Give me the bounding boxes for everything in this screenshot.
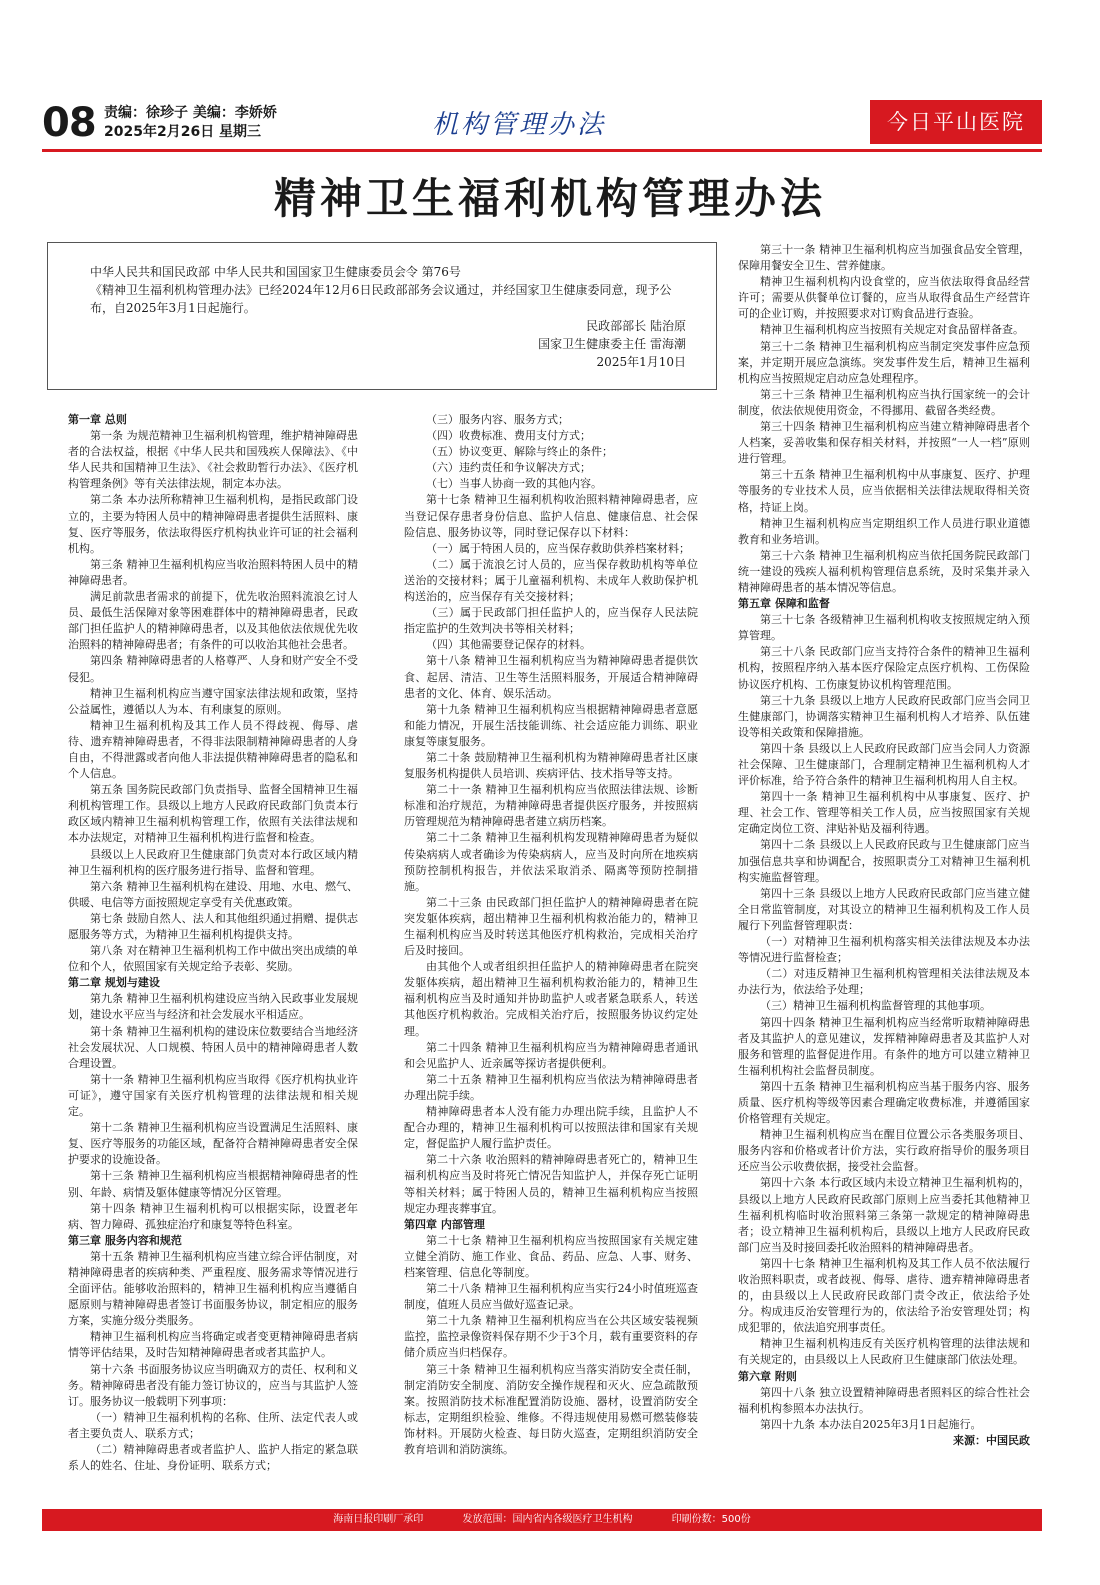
article-paragraph: 第九条 精神卫生福利机构建设应当纳入民政事业发展规划，建设水平应当与经济和社会发展水平相适应。 [68, 992, 358, 1022]
article-paragraph: （二）精神障碍患者或者监护人、监护人指定的紧急联系人的姓名、住址、身份证明、联系方式； [68, 1443, 358, 1473]
article-paragraph: 第三十四条 精神卫生福利机构应当建立精神障碍患者个人档案，妥善收集和保存相关材料，并按照“一人一档”原则进行管理。 [738, 420, 1030, 466]
masthead [42, 100, 1042, 148]
chapter-heading: 第一章 总则 [68, 413, 127, 426]
article-paragraph: 第十五条 精神卫生福利机构应当建立综合评估制度，对精神障碍患者的疾病种类、严重程度、服务需求等情况进行全面评估。能够收治照料的，精神卫生福利机构应当遵循自愿原则与精神障碍患者签订书面服务协议，制定相应的服务方案，实施分级分类服务。 [68, 1249, 358, 1328]
article-paragraph: （三）属于民政部门担任监护人的，应当保存人民法院指定监护的生效判决书等相关材料； [404, 606, 698, 636]
article-paragraph: 精神卫生福利机构应当将确定或者变更精神障碍患者病情等评估结果，及时告知精神障碍患者或者其监护人。 [68, 1330, 358, 1360]
article-paragraph: 第二十一条 精神卫生福利机构应当依照法律法规、诊断标准和治疗规范，为精神障碍患者提供医疗服务，并按照病历管理规范为精神障碍患者建立病历档案。 [404, 783, 698, 829]
decree-line: 中华人民共和国民政部 中华人民共和国国家卫生健康委员会令 第76号 [90, 265, 461, 279]
article-paragraph: 第三十八条 民政部门应当支持符合条件的精神卫生福利机构，按照程序纳入基本医疗保险定点医疗机构、工伤保险协议医疗机构、工伤康复协议机构管理范围。 [738, 645, 1030, 691]
article-paragraph: （一）属于特困人员的，应当保存救助供养档案材料； [426, 541, 690, 555]
source-credit: 来源：中国民政 [953, 1433, 1030, 1447]
article-paragraph: 第四十一条 精神卫生福利机构中从事康复、医疗、护理、社会工作、管理等相关工作人员，应当按照国家有关规定确定岗位工资、津贴补贴及福利待遇。 [738, 790, 1030, 836]
article-paragraph: 第十条 精神卫生福利机构的建设床位数要结合当地经济社会发展状况、人口规模、特困人员中的精神障碍患者人数合理设置。 [68, 1024, 358, 1070]
article-paragraph: 第十七条 精神卫生福利机构收治照料精神障碍患者，应当登记保存患者身份信息、监护人信息、健康信息、社会保险信息、服务协议等，同时登记保存以下材料： [404, 493, 698, 539]
article-paragraph: 精神障碍患者本人没有能力办理出院手续，且监护人不配合办理的，精神卫生福利机构可以按照法律和国家有关规定，督促监护人履行监护责任。 [404, 1105, 698, 1151]
decree-notice [47, 242, 717, 390]
article-paragraph: （一）精神卫生福利机构的名称、住所、法定代表人或者主要负责人、联系方式； [68, 1410, 358, 1440]
article-paragraph: （二）属于流浪乞讨人员的，应当保存救助机构等单位送治的交接材料；属于儿童福利机构、未成年人救助保护机构送治的，应当保存有关交接材料； [404, 557, 698, 604]
article-paragraph: （七）当事人协商一致的其他内容。 [426, 477, 602, 491]
article-paragraph: 精神卫生福利机构应当定期组织工作人员进行职业道德教育和业务培训。 [738, 516, 1030, 546]
article-paragraph: 第四十五条 精神卫生福利机构应当基于服务内容、服务质量、医疗机构等级等因素合理确定收费标准，并遵循国家价格管理有关规定。 [738, 1079, 1030, 1126]
article-paragraph: 由其他个人或者组织担任监护人的精神障碍患者在院突发躯体疾病，超出精神卫生福利机构救治能力的，精神卫生福利机构应当及时通知并协助监护人或者紧急联系人，转送其他医疗机构救治。完成相关治疗后，按照服务协议约定处理。 [404, 960, 698, 1038]
article-paragraph: 第三条 精神卫生福利机构应当收治照料特困人员中的精神障碍患者。 [68, 557, 358, 587]
article-paragraph: 精神卫生福利机构及其工作人员不得歧视、侮辱、虐待、遗弃精神障碍患者，不得非法限制精神障碍患者的人身自由，不得泄露或者向他人非法提供精神障碍患者的隐私和个人信息。 [68, 718, 358, 781]
article-paragraph: （四）收费标准、费用支付方式； [426, 429, 591, 443]
article-paragraph: 第三十九条 县级以上地方人民政府民政部门应当会同卫生健康部门，协调落实精神卫生福利机构人才培养、队伍建设等相关政策和保障措施。 [738, 693, 1030, 739]
article-paragraph: 第四十七条 精神卫生福利机构及其工作人员不依法履行收治照料职责，或者歧视、侮辱、虐待、遗弃精神障碍患者的，由县级以上人民政府民政部门责令改正，依法给予处分。构成违反治安管理行为的，依法给予治安管理处罚；构成犯罪的，依法追究刑事责任。 [738, 1256, 1030, 1335]
article-paragraph: 第三十三条 精神卫生福利机构应当执行国家统一的会计制度，依法依规使用资金，不得挪用、截留各类经费。 [738, 387, 1030, 417]
article-paragraph: 满足前款患者需求的前提下，优先收治照料流浪乞讨人员、最低生活保障对象等困难群体中的精神障碍患者，民政部门担任监护人的精神障碍患者，以及其他依法依规优先收治照料的精神障碍患者；有条件的可以收治其他社会患者。 [68, 590, 358, 652]
article-paragraph: 第二十九条 精神卫生福利机构应当在公共区域安装视频监控，监控录像资料保存期不少于3个月，载有重要资料的存储介质应当归档保存。 [404, 1314, 698, 1360]
article-paragraph: 第八条 对在精神卫生福利机构工作中做出突出成绩的单位和个人，依照国家有关规定给予表彰、奖励。 [68, 944, 358, 974]
article-paragraph: 第四十八条 独立设置精神障碍患者照料区的综合性社会福利机构参照本办法执行。 [738, 1385, 1030, 1415]
chapter-heading: 第四章 内部管理 [404, 1217, 485, 1231]
article-paragraph: 第一条 为规范精神卫生福利机构管理，维护精神障碍患者的合法权益，根据《中华人民共和国残疾人保障法》、《中华人民共和国精神卫生法》、《社会救助暂行办法》、《医疗机构管理条例》等有关法律法规，制定本办法。 [68, 429, 358, 491]
article-paragraph: 第二十七条 精神卫生福利机构应当按照国家有关规定建立健全消防、施工作业、食品、药品、应急、人事、财务、档案管理、信息化等制度。 [404, 1233, 698, 1279]
article-paragraph: 第六条 精神卫生福利机构在建设、用地、水电、燃气、供暖、电信等方面按照规定享受有关优惠政策。 [68, 879, 358, 909]
article-paragraph: 第二十二条 精神卫生福利机构发现精神障碍患者为疑似传染病病人或者确诊为传染病病人，应当及时向所在地疾病预防控制机构报告，并依法采取消杀、隔离等预防控制措施。 [404, 831, 698, 893]
article-paragraph: （四）其他需要登记保存的材料。 [426, 638, 591, 652]
article-paragraph: 第三十一条 精神卫生福利机构应当加强食品安全管理，保障用餐安全卫生、营养健康。 [738, 243, 1030, 273]
article-paragraph: 第四条 精神障碍患者的人格尊严、人身和财产安全不受侵犯。 [68, 654, 358, 684]
article-paragraph: （六）违约责任和争议解决方式； [426, 461, 591, 475]
article-paragraph: 第十三条 精神卫生福利机构应当根据精神障碍患者的性别、年龄、病情及躯体健康等情况分区管理。 [68, 1169, 358, 1199]
article-column-3 [738, 242, 1030, 1486]
chapter-heading: 第三章 服务内容和规范 [68, 1233, 182, 1247]
article-paragraph: 精神卫生福利机构应当按照有关规定对食品留样备查。 [760, 323, 1024, 337]
article-paragraph: 精神卫生福利机构应当在醒目位置公示各类服务项目、服务内容和价格或者计价方法，实行政府指导价的服务项目还应当公示收费依据，接受社会监督。 [738, 1128, 1030, 1174]
brand-banner: 今日平山医院 [870, 100, 1042, 144]
footer-scope: 发放范围：国内省内各级医疗卫生机构 [462, 1514, 633, 1525]
masthead-rule [42, 149, 1042, 152]
article-paragraph: 第四十三条 县级以上地方人民政府民政部门应当建立健全日常监管制度，对其设立的精神卫生福利机构及工作人员履行下列监督管理职责： [738, 886, 1030, 932]
date-line: 2025年2月26日 星期三 [104, 124, 262, 140]
article-paragraph: （三）服务内容、服务方式； [426, 413, 569, 426]
article-paragraph: 精神卫生福利机构违反有关医疗机构管理的法律法规和有关规定的，由县级以上人民政府卫生健康部门依法处理。 [738, 1337, 1030, 1367]
article-paragraph: 精神卫生福利机构应当遵守国家法律法规和政策，坚持公益属性，遵循以人为本、有利康复的原则。 [68, 686, 358, 716]
footer-copies: 印刷份数：500份 [671, 1514, 751, 1525]
chapter-heading: 第六章 附则 [738, 1369, 797, 1383]
article-paragraph: 第十八条 精神卫生福利机构应当为精神障碍患者提供饮食、起居、清洁、卫生等生活照料服务，开展适合精神障碍患者的文化、体育、娱乐活动。 [404, 654, 698, 700]
article-paragraph: 第四十九条 本办法自2025年3月1日起施行。 [760, 1417, 982, 1431]
article-paragraph: 第十二条 精神卫生福利机构应当设置满足生活照料、康复、医疗等服务的功能区域，配备符合精神障碍患者安全保护要求的设施设备。 [68, 1121, 358, 1167]
article-paragraph: 第三十六条 精神卫生福利机构应当依托国务院民政部门统一建设的残疾人福利机构管理信息系统，及时采集并录入精神障碍患者的基本情况等信息。 [738, 548, 1030, 594]
article-paragraph: 精神卫生福利机构内设食堂的，应当依法取得食品经营许可；需要从供餐单位订餐的，应当从取得食品生产经营许可的企业订购，并按照要求对订购食品进行查验。 [738, 275, 1030, 321]
article-paragraph: 第三十二条 精神卫生福利机构应当制定突发事件应急预案，并定期开展应急演练。突发事件发生后，精神卫生福利机构应当按照规定启动应急处理程序。 [738, 339, 1030, 385]
article-paragraph: 第二十五条 精神卫生福利机构应当依法为精神障碍患者办理出院手续。 [404, 1072, 698, 1102]
article-paragraph: 第三十五条 精神卫生福利机构中从事康复、医疗、护理等服务的专业技术人员，应当依据相关法律法规取得相关资格，持证上岗。 [738, 468, 1030, 514]
article-paragraph: 第三十条 精神卫生福利机构应当落实消防安全责任制，制定消防安全制度、消防安全操作规程和灭火、应急疏散预案。按照消防技术标准配置消防设施、器材，设置消防安全标志，定期组织检验、维修。不得违规使用易燃可燃装修装饰材料。开展防火检查、每日防火巡查，定期组织消防安全教育培训和消防演练。 [404, 1362, 698, 1456]
article-paragraph: 第四十条 县级以上人民政府民政部门应当会同人力资源社会保障、卫生健康部门，合理制定精神卫生福利机构人才评价标准，给予符合条件的精神卫生福利机构用人自主权。 [738, 741, 1030, 788]
article-paragraph: 第十九条 精神卫生福利机构应当根据精神障碍患者意愿和能力情况，开展生活技能训练、社会适应能力训练、职业康复等康复服务。 [404, 702, 698, 748]
article-paragraph: （五）协议变更、解除与终止的条件； [426, 445, 613, 459]
page-title: 精神卫生福利机构管理办法 [273, 174, 826, 223]
article-paragraph: 第十四条 精神卫生福利机构可以根据实际，设置老年病、智力障碍、孤独症治疗和康复等特色科室。 [68, 1201, 358, 1231]
footer-bar [42, 1509, 1042, 1531]
article-paragraph: 第二十六条 收治照料的精神障碍患者死亡的，精神卫生福利机构应当及时将死亡情况告知监护人，并保存死亡证明等相关材料；属于特困人员的，精神卫生福利机构应当按照规定办理丧葬事宜。 [404, 1153, 698, 1215]
article-column-2 [404, 412, 698, 1486]
editors-line: 责编：徐珍子 美编：李娇娇 [104, 105, 277, 121]
footer-printer: 海南日报印刷厂承印 [333, 1514, 424, 1525]
editor-info [104, 104, 277, 142]
article-paragraph: （三）精神卫生福利机构监督管理的其他事项。 [760, 999, 991, 1013]
article-paragraph: 县级以上人民政府卫生健康部门负责对本行政区域内精神卫生福利机构的医疗服务进行指导、监督和管理。 [68, 847, 358, 877]
signatory-2: 国家卫生健康委主任 雷海潮 [538, 337, 686, 351]
article-paragraph: 第二十三条 由民政部门担任监护人的精神障碍患者在院突发躯体疾病，超出精神卫生福利机构救治能力的，精神卫生福利机构应当及时转送其他医疗机构救治，完成相关治疗后及时接回。 [404, 895, 698, 958]
article-paragraph: 第十一条 精神卫生福利机构应当取得《医疗机构执业许可证》，遵守国家有关医疗机构管理的法律法规和相关规定。 [68, 1072, 358, 1119]
article-paragraph: 第二十八条 精神卫生福利机构应当实行24小时值班巡查制度，值班人员应当做好巡查记录。 [404, 1282, 698, 1312]
article-paragraph: 第四十二条 县级以上人民政府民政与卫生健康部门应当加强信息共享和协调配合，按照职责分工对精神卫生福利机构实施监督管理。 [738, 838, 1030, 884]
article-paragraph: （二）对违反精神卫生福利机构管理相关法律法规及本办法行为，依法给予处理； [738, 967, 1030, 997]
article-paragraph: 第三十七条 各级精神卫生福利机构收支按照规定纳入预算管理。 [738, 613, 1030, 643]
article-paragraph: 第二十四条 精神卫生福利机构应当为精神障碍患者通讯和会见监护人、近亲属等探访者提供便利。 [404, 1040, 698, 1070]
signature-date: 2025年1月10日 [596, 355, 686, 369]
chapter-heading: 第二章 规划与建设 [68, 976, 160, 990]
section-title: 机构管理办法 [432, 110, 607, 140]
article-paragraph: 第四十六条 本行政区域内未设立精神卫生福利机构的，县级以上地方人民政府民政部门原则上应当委托其他精神卫生福利机构临时收治照料第三条第一款规定的精神障碍患者；设立精神卫生福利机构后，县级以上地方人民政府民政部门应当及时接回委托收治照料的精神障碍患者。 [738, 1176, 1030, 1254]
article-paragraph: 第十六条 书面服务协议应当明确双方的责任、权利和义务。精神障碍患者没有能力签订协议的，应当与其监护人签订。服务协议一般载明下列事项： [68, 1362, 358, 1408]
signatory-1: 民政部部长 陆治原 [586, 319, 686, 333]
article-column-1 [68, 412, 358, 1486]
article-paragraph: 第七条 鼓励自然人、法人和其他组织通过捐赠、提供志愿服务等方式，为精神卫生福利机构提供支持。 [68, 911, 358, 941]
article-paragraph: 第二十条 鼓励精神卫生福利机构为精神障碍患者社区康复服务机构提供人员培训、疾病评估、技术指导等支持。 [404, 750, 698, 781]
article-paragraph: 第四十四条 精神卫生福利机构应当经常听取精神障碍患者及其监护人的意见建议，发挥精神障碍患者及其监护人对服务和管理的监督促进作用。有条件的地方可以建立精神卫生福利机构社会监督员制度。 [738, 1015, 1030, 1077]
article-paragraph: （一）对精神卫生福利机构落实相关法律法规及本办法等情况进行监督检查； [738, 935, 1030, 965]
page-number: 08 [42, 100, 96, 146]
article-paragraph: 第五条 国务院民政部门负责指导、监督全国精神卫生福利机构管理工作。县级以上地方人民政府民政部门负责本行政区域内精神卫生福利机构管理工作，依照有关法律法规和本办法规定，对精神卫生福利机构进行监督和检查。 [68, 783, 358, 845]
decree-text: 《精神卫生福利机构管理办法》已经2024年12月6日民政部部务会议通过，并经国家卫生健康委同意，现予公布，自2025年3月1日起施行。 [90, 283, 672, 315]
article-paragraph: 第二条 本办法所称精神卫生福利机构，是指民政部门设立的，主要为特困人员中的精神障碍患者提供生活照料、康复、医疗等服务，依法取得医疗机构执业许可证的社会福利机构。 [68, 493, 358, 555]
chapter-heading: 第五章 保障和监督 [738, 597, 830, 611]
